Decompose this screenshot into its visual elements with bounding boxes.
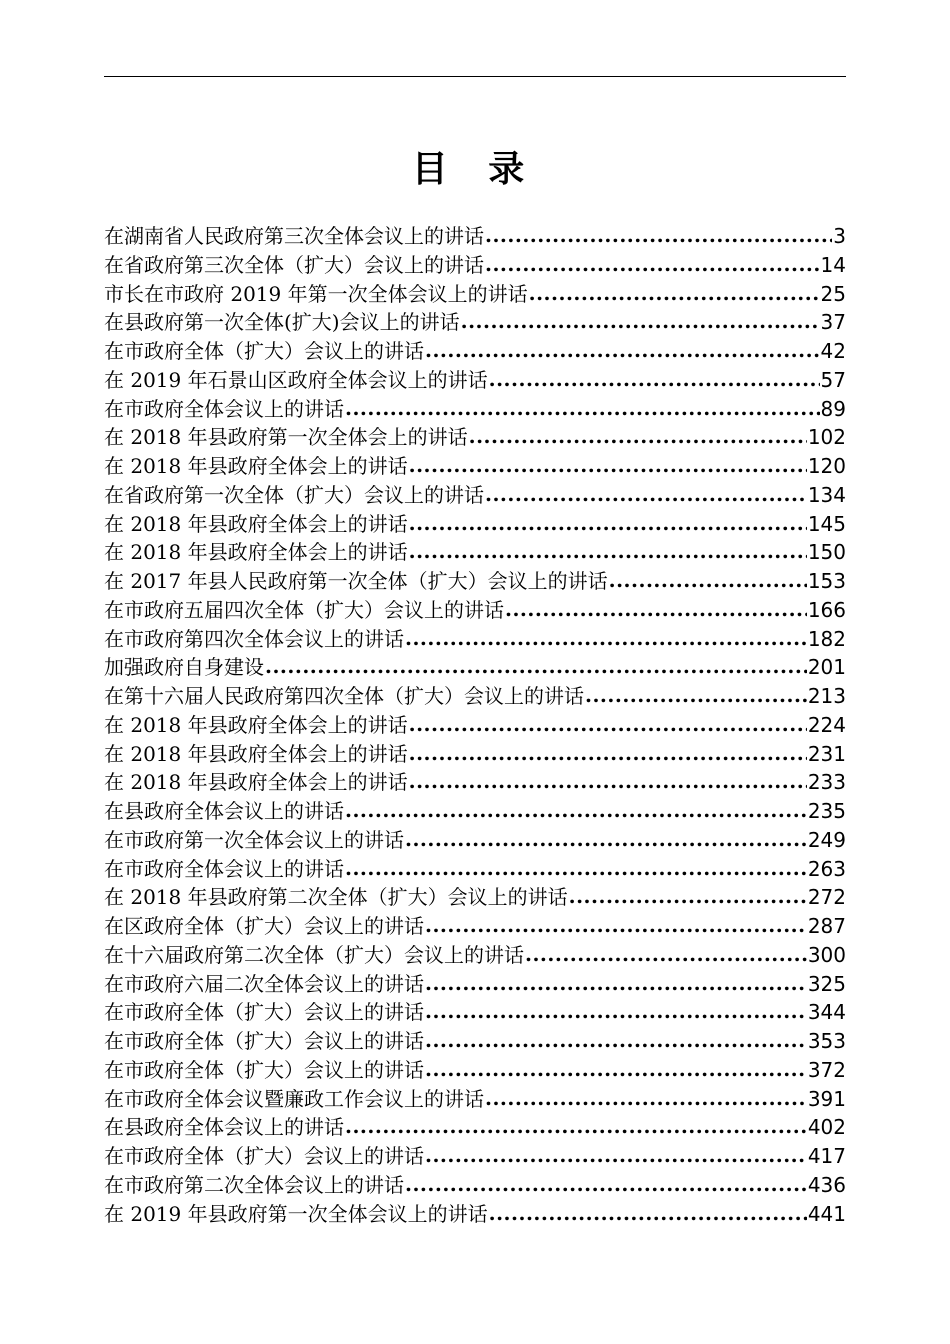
toc-dot-leader: [485, 250, 820, 279]
toc-entry-page-number: 233: [807, 770, 846, 795]
toc-dot-leader: [409, 537, 807, 566]
toc-entry-page-number: 372: [807, 1057, 846, 1082]
toc-entry-title: 加强政府自身建设: [104, 655, 264, 680]
toc-entry-title: 在市政府全体会议上的讲话: [104, 396, 344, 421]
toc-entry-title: 在市政府全体（扩大）会议上的讲话: [104, 1057, 424, 1082]
toc-entry-title: 在市政府第四次全体会议上的讲话: [104, 626, 404, 651]
toc-entry[interactable]: [104, 1142, 846, 1171]
toc-entry-title: 在 2018 年县政府全体会上的讲话: [104, 511, 408, 536]
toc-entry-title: 在市政府全体会议上的讲话: [104, 856, 344, 881]
toc-entry-page-number: 37: [820, 310, 846, 335]
toc-entry-page-number: 57: [820, 367, 846, 392]
toc-entry[interactable]: [104, 797, 846, 826]
toc-entry-page-number: 417: [807, 1144, 846, 1168]
toc-entry-page-number: 441: [807, 1201, 846, 1226]
toc-entry-title: 在市政府全体（扩大）会议上的讲话: [104, 1144, 424, 1168]
toc-entry-title: 在县政府第一次全体(扩大)会议上的讲话: [104, 310, 460, 335]
toc-entry[interactable]: [104, 1027, 846, 1056]
toc-entry-title: 在 2018 年县政府第二次全体（扩大）会议上的讲话: [104, 885, 568, 910]
toc-entry-page-number: 3: [833, 224, 846, 248]
toc-entry[interactable]: [104, 883, 846, 912]
toc-entry-title: 在县政府全体会议上的讲话: [104, 1115, 344, 1140]
toc-entry-title: 在 2018 年县政府全体会上的讲话: [104, 540, 408, 565]
toc-dot-leader: [409, 509, 807, 538]
toc-entry-page-number: 272: [807, 885, 846, 910]
toc-dot-leader: [489, 1199, 807, 1228]
toc-entry[interactable]: [104, 452, 846, 481]
toc-entry-title: 在 2018 年县政府全体会上的讲话: [104, 712, 408, 737]
toc-entry[interactable]: [104, 768, 846, 797]
toc-dot-leader: [485, 1084, 807, 1113]
toc-dot-leader: [265, 652, 807, 681]
toc-dot-leader: [345, 394, 820, 423]
toc-dot-leader: [425, 1055, 807, 1084]
toc-dot-leader: [485, 480, 807, 509]
toc-dot-leader: [409, 739, 807, 768]
toc-entry-page-number: 353: [807, 1029, 846, 1053]
toc-entry[interactable]: [104, 1056, 846, 1085]
toc-dot-leader: [405, 825, 807, 854]
toc-entry[interactable]: [104, 567, 846, 596]
toc-entry-title: 在 2019 年县政府第一次全体会议上的讲话: [104, 1201, 488, 1226]
toc-entry-page-number: 213: [807, 684, 846, 708]
toc-dot-leader: [461, 307, 820, 336]
toc-dot-leader: [529, 279, 820, 308]
toc-entry-page-number: 102: [807, 425, 846, 450]
toc-entry[interactable]: [104, 337, 846, 366]
toc-dot-leader: [345, 854, 807, 883]
toc-entry-page-number: 25: [820, 281, 846, 306]
toc-entry[interactable]: [104, 1171, 846, 1200]
toc-dot-leader: [425, 1026, 807, 1055]
toc-entry-title: 在 2019 年石景山区政府全体会议上的讲话: [104, 367, 488, 392]
toc-entry[interactable]: [104, 826, 846, 855]
toc-dot-leader: [425, 336, 820, 365]
toc-entry-title: 在 2017 年县人民政府第一次全体（扩大）会议上的讲话: [104, 569, 608, 593]
toc-entry[interactable]: [104, 308, 846, 337]
toc-dot-leader: [405, 624, 807, 653]
toc-entry-page-number: 153: [807, 569, 846, 593]
toc-entry[interactable]: [104, 941, 846, 970]
toc-entry-page-number: 150: [807, 540, 846, 565]
toc-entry[interactable]: [104, 395, 846, 424]
toc-entry-page-number: 120: [807, 454, 846, 478]
toc-entry[interactable]: [104, 855, 846, 884]
toc-entry-page-number: 166: [807, 597, 846, 622]
toc-entry-title: 在区政府全体（扩大）会议上的讲话: [104, 914, 424, 938]
toc-entry[interactable]: [104, 366, 846, 395]
toc-entry-title: 在十六届政府第二次全体（扩大）会议上的讲话: [104, 942, 524, 967]
toc-entry-title: 在省政府第一次全体（扩大）会议上的讲话: [104, 482, 484, 507]
toc-entry-title: 在市政府全体会议暨廉政工作会议上的讲话: [104, 1086, 484, 1111]
toc-entry-page-number: 402: [807, 1115, 846, 1140]
toc-entry[interactable]: [104, 912, 846, 941]
toc-entry-title: 在第十六届人民政府第四次全体（扩大）会议上的讲话: [104, 684, 584, 708]
toc-entry[interactable]: [104, 682, 846, 711]
toc-entry-page-number: 391: [807, 1086, 846, 1111]
toc-dot-leader: [405, 1170, 807, 1199]
toc-entry[interactable]: [104, 251, 846, 280]
toc-entry-title: 在湖南省人民政府第三次全体会议上的讲话: [104, 224, 484, 248]
toc-dot-leader: [409, 710, 807, 739]
toc-entry[interactable]: [104, 280, 846, 309]
toc-entry[interactable]: [104, 740, 846, 769]
toc-entry-title: 在市政府第二次全体会议上的讲话: [104, 1172, 404, 1197]
toc-entry-page-number: 249: [807, 827, 846, 852]
toc-entry-page-number: 287: [807, 914, 846, 938]
toc-entry-page-number: 224: [807, 712, 846, 737]
toc-entry[interactable]: [104, 998, 846, 1027]
page-title: 目 录: [411, 149, 539, 190]
toc-dot-leader: [469, 422, 807, 451]
toc-entry-page-number: 201: [807, 655, 846, 680]
toc-entry[interactable]: [104, 596, 846, 625]
toc-dot-leader: [569, 882, 807, 911]
toc-entry-page-number: 14: [820, 252, 846, 277]
toc-entry-page-number: 145: [807, 511, 846, 536]
toc-dot-leader: [409, 767, 807, 796]
toc-entry-title: 在市政府第一次全体会议上的讲话: [104, 827, 404, 852]
toc-dot-leader: [485, 221, 832, 250]
toc-entry[interactable]: [104, 222, 846, 251]
toc-entry[interactable]: [104, 538, 846, 567]
toc-entry-page-number: 344: [807, 1000, 846, 1025]
toc-dot-leader: [425, 997, 807, 1026]
toc-dot-leader: [345, 796, 807, 825]
header-rule: [104, 76, 846, 77]
toc-entry-title: 在 2018 年县政府全体会上的讲话: [104, 741, 408, 766]
toc-entry[interactable]: [104, 1200, 846, 1229]
toc-dot-leader: [425, 969, 807, 998]
toc-entry-page-number: 182: [807, 626, 846, 651]
toc-entry[interactable]: [104, 481, 846, 510]
toc-entry-page-number: 300: [807, 942, 846, 967]
toc-entry-page-number: 263: [807, 856, 846, 881]
toc-entry-title: 在 2018 年县政府全体会上的讲话: [104, 454, 408, 478]
toc-entry-title: 在市政府六届二次全体会议上的讲话: [104, 971, 424, 996]
toc-entry-page-number: 42: [820, 339, 846, 363]
toc-entry-title: 在市政府五届四次全体（扩大）会议上的讲话: [104, 597, 504, 622]
toc-entry-page-number: 231: [807, 741, 846, 766]
toc-dot-leader: [425, 911, 807, 940]
table-of-contents: [104, 222, 846, 1228]
toc-entry[interactable]: [104, 625, 846, 654]
toc-dot-leader: [525, 940, 807, 969]
toc-entry-page-number: 235: [807, 799, 846, 823]
toc-dot-leader: [409, 451, 807, 480]
toc-entry[interactable]: [104, 423, 846, 452]
toc-entry[interactable]: [104, 1113, 846, 1142]
toc-entry-page-number: 89: [820, 396, 846, 421]
toc-entry[interactable]: [104, 711, 846, 740]
toc-dot-leader: [505, 595, 807, 624]
toc-entry-page-number: 134: [807, 482, 846, 507]
toc-dot-leader: [425, 1141, 807, 1170]
toc-dot-leader: [489, 365, 820, 394]
toc-entry-page-number: 325: [807, 971, 846, 996]
toc-entry-title: 在 2018 年县政府第一次全体会上的讲话: [104, 425, 468, 450]
toc-dot-leader: [345, 1112, 807, 1141]
toc-entry-page-number: 436: [807, 1172, 846, 1197]
toc-entry-title: 在省政府第三次全体（扩大）会议上的讲话: [104, 252, 484, 277]
toc-entry[interactable]: [104, 1085, 846, 1114]
toc-entry-title: 在市政府全体（扩大）会议上的讲话: [104, 1029, 424, 1053]
toc-entry-title: 在县政府全体会议上的讲话: [104, 799, 344, 823]
toc-entry-title: 在市政府全体（扩大）会议上的讲话: [104, 1000, 424, 1025]
toc-entry[interactable]: [104, 510, 846, 539]
toc-entry-title: 在 2018 年县政府全体会上的讲话: [104, 770, 408, 795]
toc-entry-title: 在市政府全体（扩大）会议上的讲话: [104, 339, 424, 363]
toc-entry-title: 市长在市政府 2019 年第一次全体会议上的讲话: [104, 281, 528, 306]
toc-entry[interactable]: [104, 970, 846, 999]
toc-entry[interactable]: [104, 653, 846, 682]
toc-dot-leader: [609, 566, 807, 595]
toc-dot-leader: [585, 681, 807, 710]
